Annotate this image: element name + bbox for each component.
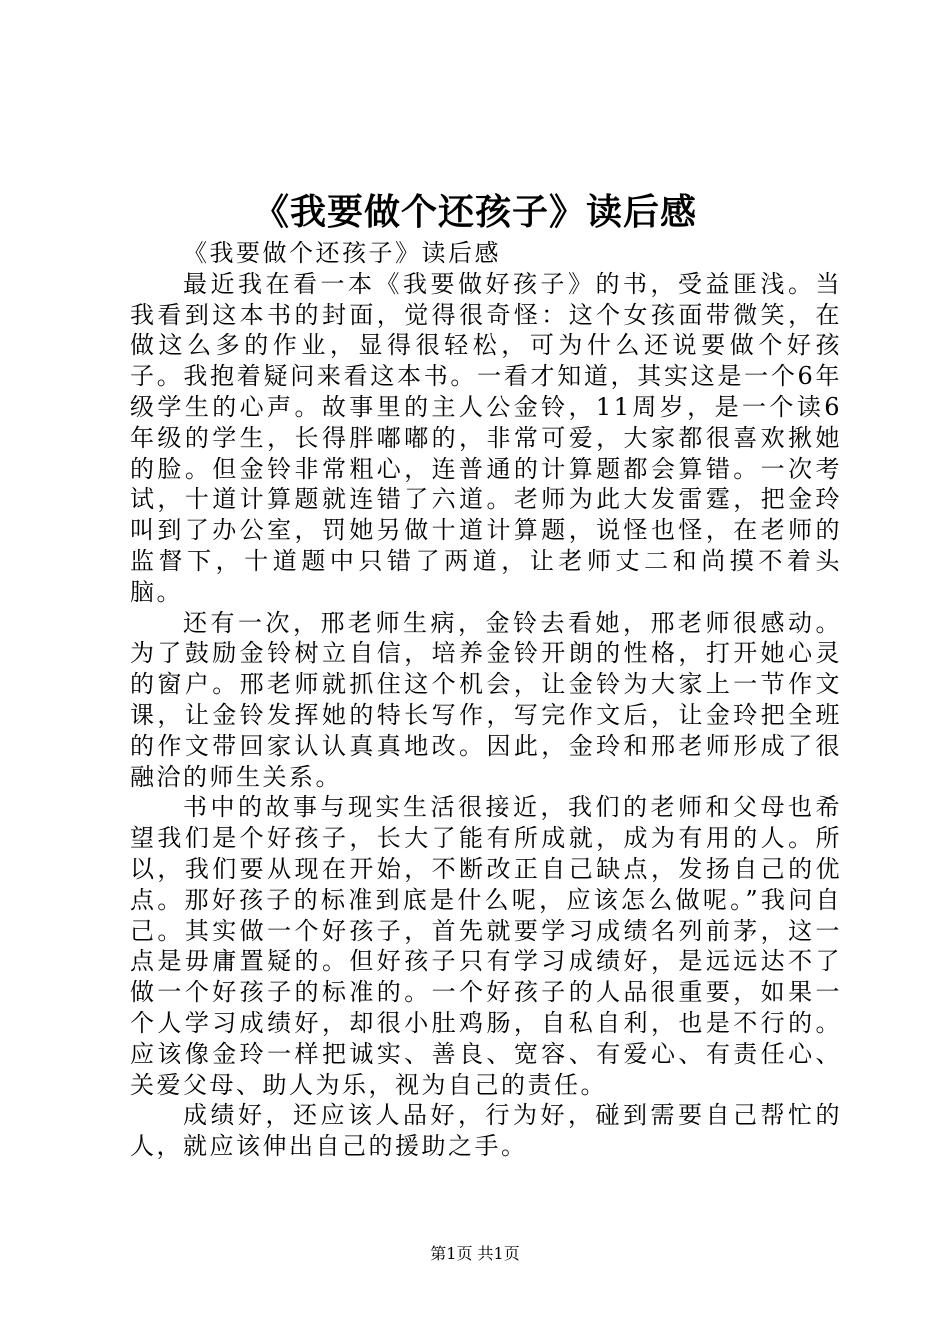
- page-footer: 第1页 共1页: [430, 1244, 520, 1263]
- document-title: 《我要做个还孩子》读后感: [252, 191, 697, 233]
- paragraph: 还有一次，邢老师生病，金铃去看她，邢老师很感动。为了鼓励金铃树立自信，培养金铃开朗的性格，打开她心灵的窗户。邢老师就抓住这个机会，让金铃为大家上一节作文课，让金铃发挥她的特长写作，写完作文后，让金玲把全班的作文带回家认认真真地改。因此，金玲和邢老师形成了很融洽的师生关系。: [130, 608, 842, 791]
- paragraph: 最近我在看一本《我要做好孩子》的书，受益匪浅。当我看到这本书的封面，觉得很奇怪：这个女孩面带微笑，在做这么多的作业，显得很轻松，可为什么还说要做个好孩子。我抱着疑问来看这本书。一看才知道，其实这是一个6年级学生的心声。故事里的主人公金铃，11周岁，是一个读6年级的学生，长得胖嘟嘟的，非常可爱，大家都很喜欢揪她的脸。但金铃非常粗心，连普通的计算题都会算错。一次考试，十道计算题就连错了六道。老师为此大发雷霆，把金玲叫到了办公室，罚她另做十道计算题，说怪也怪，在老师的监督下，十道题中只错了两道，让老师丈二和尚摸不着头脑。: [130, 269, 842, 606]
- paragraph: 书中的故事与现实生活很接近，我们的老师和父母也希望我们是个好孩子，长大了能有所成就，成为有用的人。所以，我们要从现在开始，不断改正自己缺点，发扬自己的优点。那好孩子的标准到底是什么呢，应该怎么做呢。”我问自己。其实做一个好孩子，首先就要学习成绩名列前茅，这一点是毋庸置疑的。但好孩子只有学习成绩好，是远远达不了做一个好孩子的标准的。一个好孩子的人品很重要，如果一个人学习成绩好，却很小肚鸡肠，自私自利，也是不行的。应该像金玲一样把诚实、善良、宽容、有爱心、有责任心、关爱父母、助人为乐，视为自己的责任。: [130, 793, 842, 1099]
- document-body: [130, 238, 842, 1162]
- paragraph: 成绩好，还应该人品好，行为好，碰到需要自己帮忙的人，就应该伸出自己的援助之手。: [130, 1101, 842, 1161]
- paragraph-subtitle: 《我要做个还孩子》读后感: [183, 239, 501, 267]
